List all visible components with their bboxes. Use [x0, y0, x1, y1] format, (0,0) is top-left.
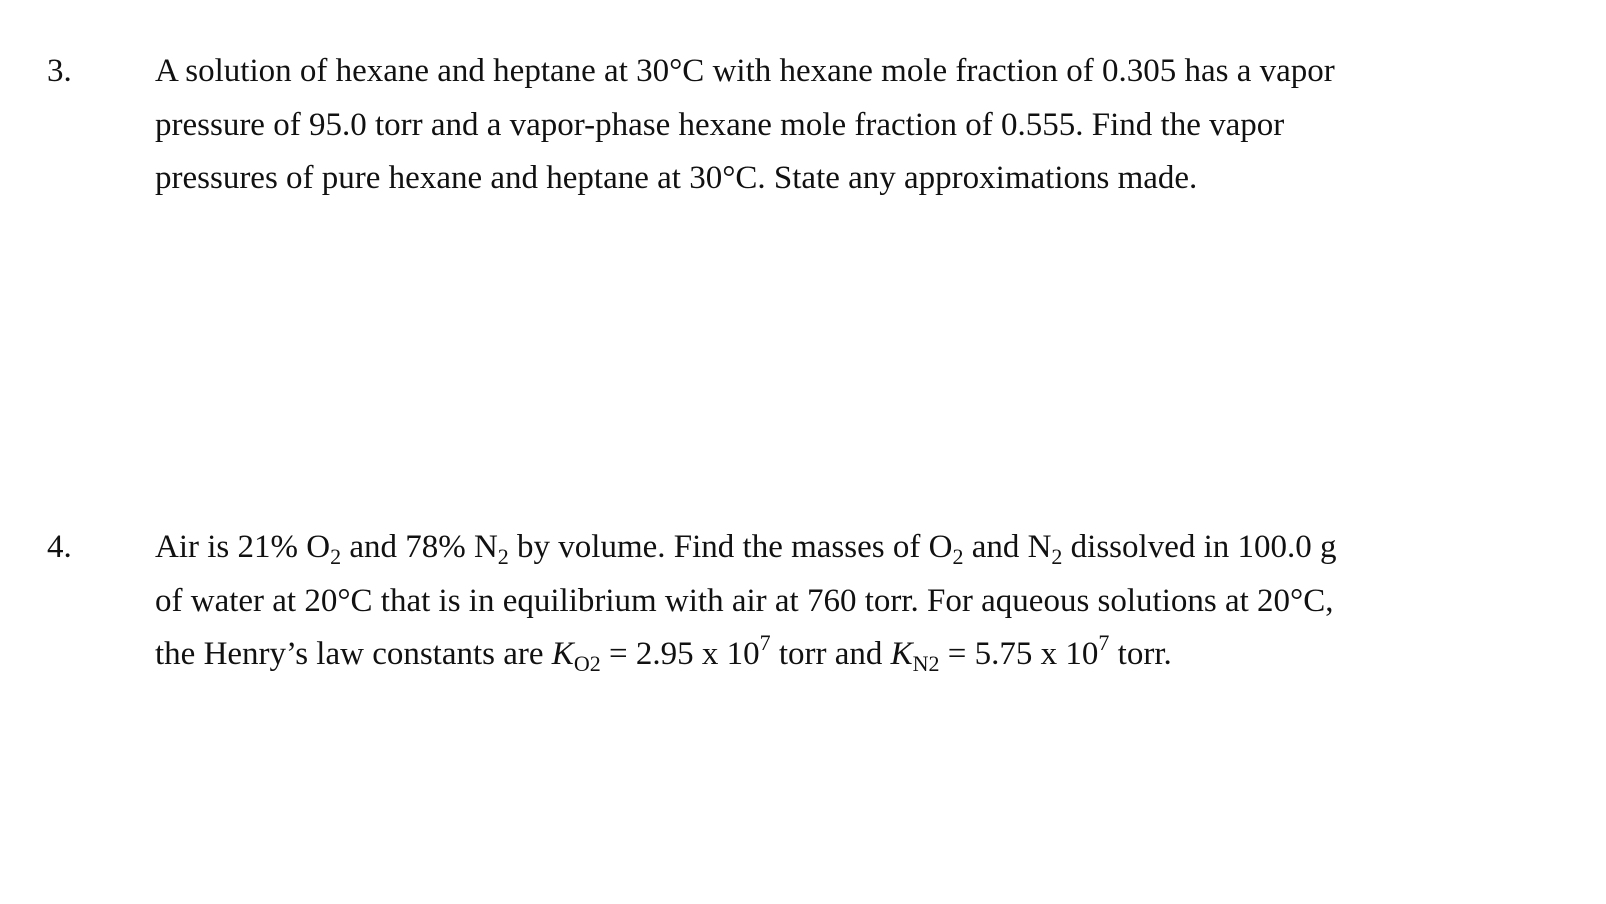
- text-segment: by volume. Find the masses of O: [508, 529, 953, 565]
- subscript: 2: [330, 544, 342, 569]
- problem-text: [155, 521, 1455, 682]
- text-segment: = 5.75 x 10: [939, 636, 1099, 672]
- text-segment: the Henry’s law constants are: [155, 636, 552, 672]
- problem-number: 4.: [47, 529, 72, 565]
- text-line: [155, 521, 1455, 575]
- text-segment: torr.: [1109, 636, 1172, 672]
- text-segment: and N: [963, 529, 1052, 565]
- problem-text: [155, 45, 1455, 206]
- subscript: O2: [573, 651, 601, 676]
- text-segment: torr and: [770, 636, 891, 672]
- text-segment: Air is 21% O: [155, 529, 331, 565]
- subscript: 2: [497, 544, 509, 569]
- subscript: 2: [952, 544, 964, 569]
- henry-constant-symbol: K: [551, 636, 574, 672]
- henry-constant-symbol: K: [890, 636, 913, 672]
- text-segment: and 78% N: [341, 529, 498, 565]
- text-line: of water at 20°C that is in equilibrium with air at 760 torr. For aqueous solutions at 20°C,: [155, 582, 1334, 619]
- text-segment: dissolved in 100.0 g: [1062, 529, 1337, 565]
- subscript: N2: [912, 651, 940, 676]
- text-segment: = 2.95 x 10: [600, 636, 760, 672]
- text-line: pressure of 95.0 torr and a vapor-phase hexane mole fraction of 0.555. Find the vapor: [155, 106, 1285, 143]
- superscript: 7: [759, 630, 771, 655]
- text-line: pressures of pure hexane and heptane at 30°C. State any approximations made.: [155, 160, 1198, 196]
- superscript: 7: [1098, 630, 1110, 655]
- text-line: [155, 628, 1455, 682]
- text-line: A solution of hexane and heptane at 30°C with hexane mole fraction of 0.305 has a vapor: [155, 53, 1335, 89]
- subscript: 2: [1051, 544, 1063, 569]
- problem-number: 3.: [47, 53, 72, 89]
